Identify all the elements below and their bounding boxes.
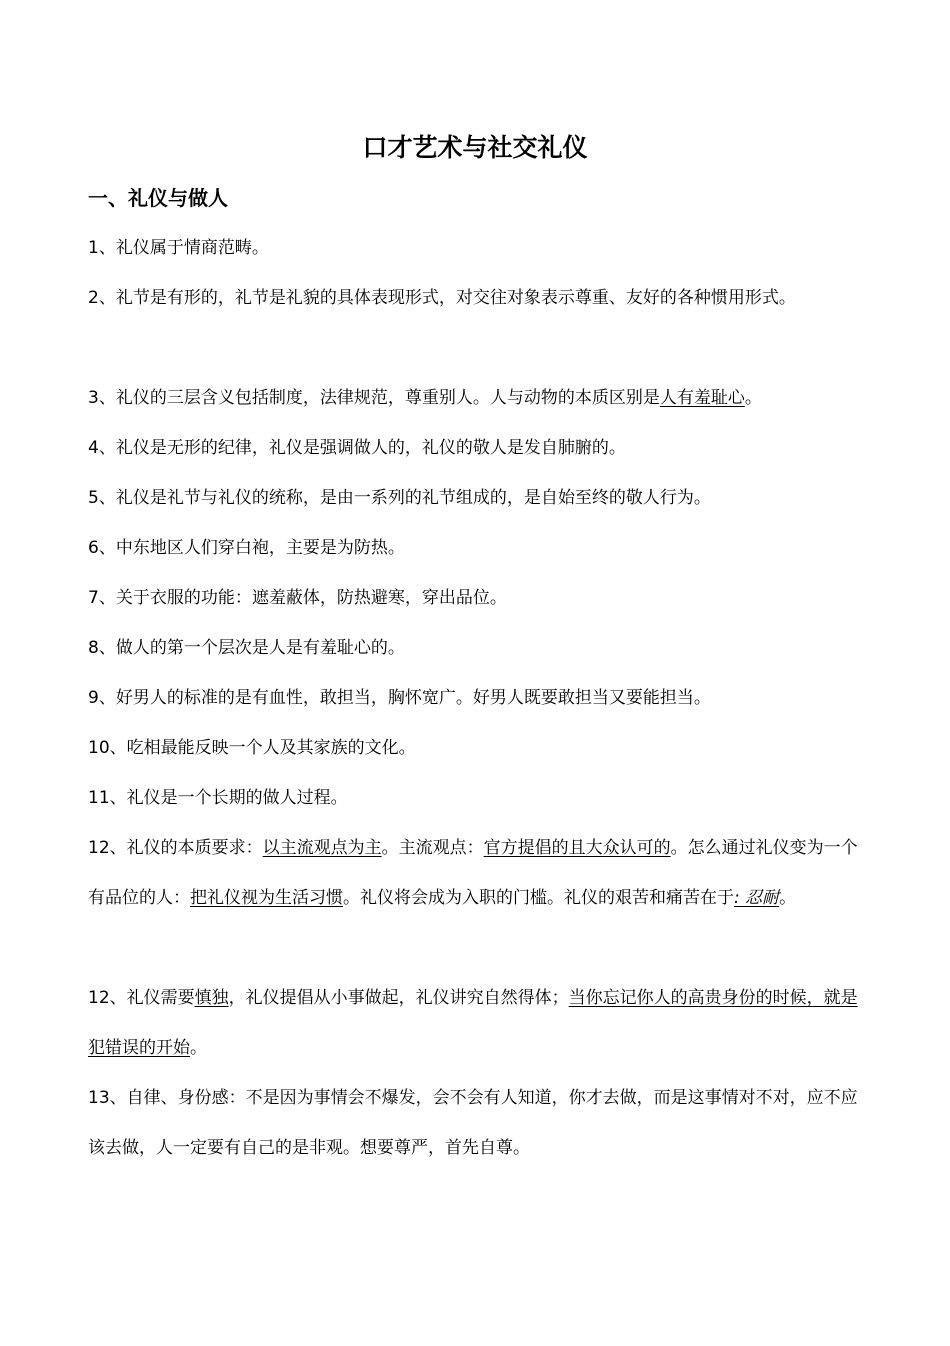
underlined-text: 当你忘记你人的高贵身份的时候，就是犯错误的开始 xyxy=(88,988,858,1058)
list-item xyxy=(88,973,866,1073)
list-item xyxy=(88,773,866,823)
item-text: 13、自律、身份感：不是因为事情会不爆发，会不会有人知道，你才去做，而是这事情对不对，应不应该去做，人一定要有自己的是非观。想要尊严，首先自尊。 xyxy=(88,1088,858,1158)
underlined-text: 把礼仪视为生活习惯 xyxy=(190,888,343,908)
underlined-text: 以主流观点为主 xyxy=(262,838,382,858)
list-item xyxy=(88,523,866,573)
item-text: 7、关于衣服的功能：遮羞蔽体，防热避寒，穿出品位。 xyxy=(88,588,507,608)
item-text: 。礼仪将会成为入职的门槛。礼仪的艰苦和痛苦在于 xyxy=(343,888,734,908)
item-text: 8、做人的第一个层次是人是有羞耻心的。 xyxy=(88,638,405,658)
item-text: 9、好男人的标准的是有血性，敢担当，胸怀宽广。好男人既要敢担当又要能担当。 xyxy=(88,688,711,708)
item-text: 。 xyxy=(744,388,762,408)
list-item xyxy=(88,223,866,273)
underlined-text: 人有羞耻心 xyxy=(659,388,745,408)
list-item xyxy=(88,823,866,923)
item-text: 3、礼仪的三层含义包括制度，法律规范，尊重别人。人与动物的本质区别是 xyxy=(88,388,660,408)
list-item xyxy=(88,673,866,723)
item-text: 12、礼仪需要 xyxy=(88,988,195,1008)
list-item xyxy=(88,373,866,423)
list-item xyxy=(88,273,866,323)
list-item xyxy=(88,573,866,623)
underlined-text: : 忍耐 xyxy=(734,888,780,908)
item-text: 。 xyxy=(779,888,797,908)
item-text: 4、礼仪是无形的纪律，礼仪是强调做人的，礼仪的敬人是发自肺腑的。 xyxy=(88,438,626,458)
list-item xyxy=(88,1073,866,1173)
list-item xyxy=(88,623,866,673)
underlined-text: 慎独 xyxy=(194,988,229,1008)
underlined-text: 官方提倡的且大众认可的 xyxy=(483,838,671,858)
section-heading: 一、礼仪与做人 xyxy=(88,186,228,210)
item-text: 10、吃相最能反映一个人及其家族的文化。 xyxy=(88,738,416,758)
item-text: 6、中东地区人们穿白袍，主要是为防热。 xyxy=(88,538,405,558)
document-title: 口才艺术与社交礼仪 xyxy=(362,133,588,162)
item-text: 。 xyxy=(190,1038,207,1058)
item-text: 12、礼仪的本质要求： xyxy=(88,838,263,858)
list-item xyxy=(88,423,866,473)
item-text: 2、礼节是有形的，礼节是礼貌的具体表现形式，对交往对象表示尊重、友好的各种惯用形式。 xyxy=(88,288,796,308)
item-text: 1、礼仪属于情商范畴。 xyxy=(88,238,269,258)
item-text: 11、礼仪是一个长期的做人过程。 xyxy=(88,788,348,808)
list-item xyxy=(88,723,866,773)
item-text: 。怎么通过礼仪变为一个有品位的人： xyxy=(88,838,858,908)
list-item xyxy=(88,473,866,523)
item-text: 。主流观点： xyxy=(381,838,484,858)
item-text: 5、礼仪是礼节与礼仪的统称，是由一系列的礼节组成的，是自始至终的敬人行为。 xyxy=(88,488,711,508)
item-text: ，礼仪提倡从小事做起，礼仪讲究自然得体； xyxy=(228,988,569,1008)
